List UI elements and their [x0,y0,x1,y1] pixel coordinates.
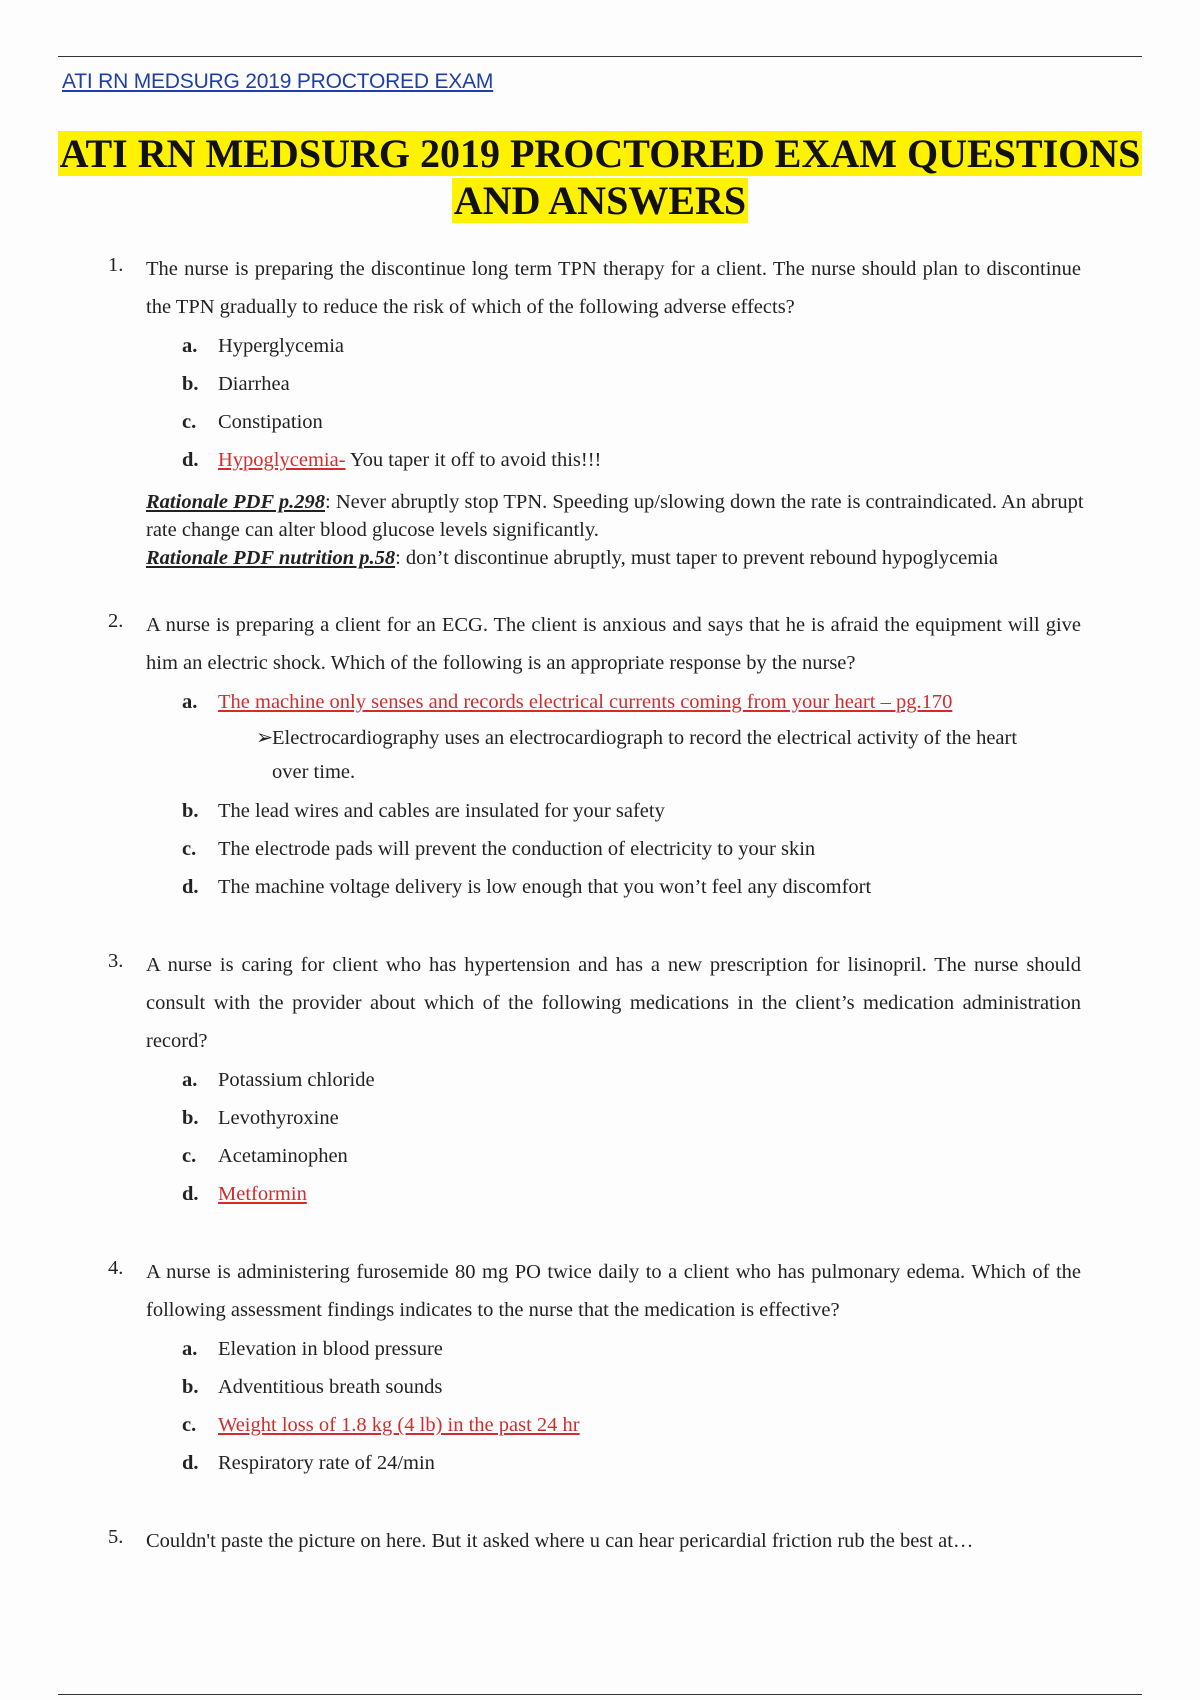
top-divider [58,56,1142,57]
title-line-2: AND ANSWERS [453,178,747,223]
option-d: d. Respiratory rate of 24/min [182,1452,435,1474]
rationale-1: Rationale PDF p.298: Never abruptly stop TPN. Speeding up/slowing down the rate is contraindicated. An abrupt rate change can alter blood glucose levels significantly. [146,491,1084,541]
option-a: a. Potassium chloride [182,1069,375,1091]
option-b: b. Levothyroxine [182,1107,339,1129]
option-c: c. Constipation [182,411,323,433]
correct-answer: The machine only senses and records electrical currents coming from your heart – pg.170 [218,691,953,713]
option-a: a. Hyperglycemia [182,335,344,357]
question-text: A nurse is preparing a client for an ECG. The client is anxious and says that he is afraid the equipment will give him an electric shock. Which of the following is an appropriate response by the nurse? [146,614,1081,674]
correct-answer: Hypoglycemia- [218,449,346,471]
option-a-correct: a. The machine only senses and records electrical currents coming from your heart – pg.170 [182,691,953,713]
title-line-1: ATI RN MEDSURG 2019 PROCTORED EXAM QUESTIONS [59,131,1141,176]
question-number: 1. [108,254,124,276]
question-number: 3. [108,950,124,972]
question-text: A nurse is administering furosemide 80 mg PO twice daily to a client who has pulmonary edema. Which of the following assessment findings indicates to the nurse that the medication is effective? [146,1261,1081,1321]
question-text: Couldn't paste the picture on here. But it asked where u can hear pericardial friction rub the best at… [146,1530,974,1552]
option-b: b. The lead wires and cables are insulated for your safety [182,800,665,822]
arrow-bullet-icon: ➢ [256,727,274,749]
answer-note: You taper it off to avoid this!!! [345,449,602,471]
question-number: 4. [108,1257,124,1279]
option-b: b. Adventitious breath sounds [182,1376,443,1398]
option-a: a. Elevation in blood pressure [182,1338,443,1360]
correct-answer: Metformin [218,1183,307,1205]
rationale-2: Rationale PDF nutrition p.58: don’t discontinue abruptly, must taper to prevent rebound hypoglycemia [146,547,999,569]
option-c: c. Acetaminophen [182,1145,348,1167]
option-b: b. Diarrhea [182,373,290,395]
option-d-correct: d. Metformin [182,1183,307,1205]
page-title [0,130,1200,224]
option-d-correct: d. Hypoglycemia- You taper it off to avoid this!!! [182,449,602,471]
correct-answer: Weight loss of 1.8 kg (4 lb) in the past 24 hr [218,1414,580,1436]
option-c-correct: c. Weight loss of 1.8 kg (4 lb) in the past 24 hr [182,1414,580,1436]
bottom-divider [58,1694,1142,1695]
option-d: d. The machine voltage delivery is low enough that you won’t feel any discomfort [182,876,872,898]
question-text: The nurse is preparing the discontinue long term TPN therapy for a client. The nurse should plan to discontinue the TPN gradually to reduce the risk of which of the following adverse effects? [146,258,1081,318]
answer-explanation: ➢ Electrocardiography uses an electrocardiograph to record the electrical activity of the heart over time. [272,721,1052,789]
question-text: A nurse is caring for client who has hypertension and has a new prescription for lisinopril. The nurse should consult with the provider about which of the following medications in the client’s medication administration record? [146,954,1081,1052]
document-header-link[interactable]: ATI RN MEDSURG 2019 PROCTORED EXAM [62,70,494,93]
option-c: c. The electrode pads will prevent the conduction of electricity to your skin [182,838,816,860]
question-number: 2. [108,610,124,632]
question-number: 5. [108,1526,124,1548]
